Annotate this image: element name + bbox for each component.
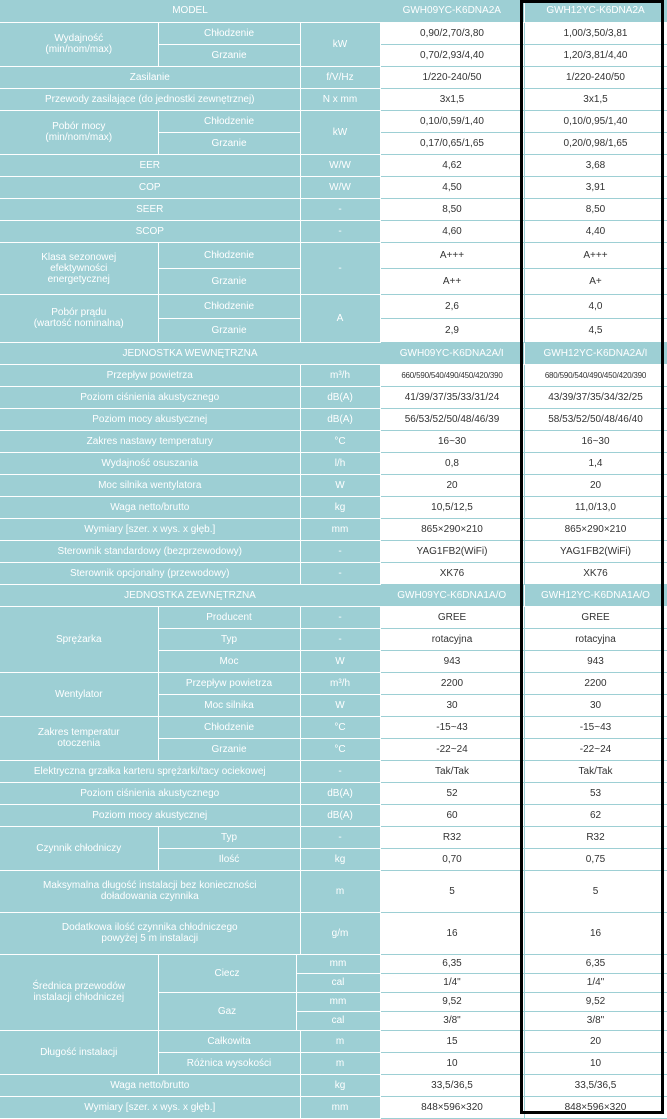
- value-cell: 3/8": [380, 1011, 524, 1030]
- table-row: [0, 496, 667, 518]
- table-row: [0, 430, 667, 452]
- value-cell: -22~24: [524, 738, 667, 760]
- value-cell: -15~43: [380, 716, 524, 738]
- value-cell: 41/39/37/35/33/31/24: [380, 386, 524, 408]
- section-header-cell: GWH09YC-K6DNA2A: [380, 0, 524, 22]
- unit-cell: g/m: [300, 912, 380, 954]
- label-cell: Grzanie: [158, 738, 300, 760]
- label-cell: Grzanie: [158, 132, 300, 154]
- label-cell: Grzanie: [158, 318, 300, 342]
- unit-cell: mm: [300, 1096, 380, 1118]
- value-cell: rotacyjna: [380, 628, 524, 650]
- value-cell: 1,20/3,81/4,40: [524, 44, 667, 66]
- value-cell: 660/590/540/490/450/420/390: [380, 364, 524, 386]
- table-row: [0, 88, 667, 110]
- value-cell: 16~30: [380, 430, 524, 452]
- label-cell: Chłodzenie: [158, 294, 300, 318]
- label-cell: Zasilanie: [0, 66, 300, 88]
- label-cell: EER: [0, 154, 300, 176]
- label-cell: Różnica wysokości: [158, 1052, 300, 1074]
- value-cell: 30: [380, 694, 524, 716]
- label-cell: Poziom ciśnienia akustycznego: [0, 782, 300, 804]
- unit-cell: A: [300, 294, 380, 342]
- unit-cell: mm: [300, 518, 380, 540]
- value-cell: A+++: [524, 242, 667, 268]
- table-row: [0, 606, 667, 628]
- value-cell: R32: [524, 826, 667, 848]
- unit-cell: W/W: [300, 176, 380, 198]
- table-row: [0, 782, 667, 804]
- table-row: [0, 1074, 667, 1096]
- value-cell: 2,9: [380, 318, 524, 342]
- unit-cell: °C: [300, 430, 380, 452]
- value-cell: 4,40: [524, 220, 667, 242]
- value-cell: 20: [380, 474, 524, 496]
- label-cell: Klasa sezonowej efektywności energetycznej: [0, 242, 158, 294]
- value-cell: 2,6: [380, 294, 524, 318]
- table-row: [0, 220, 667, 242]
- unit-cell: m: [300, 1052, 380, 1074]
- unit-cell: -: [300, 606, 380, 628]
- value-cell: R32: [380, 826, 524, 848]
- table-row: [0, 1030, 667, 1052]
- label-cell: Chłodzenie: [158, 716, 300, 738]
- value-cell: GREE: [524, 606, 667, 628]
- value-cell: 56/53/52/50/48/46/39: [380, 408, 524, 430]
- value-cell: XK76: [380, 562, 524, 584]
- label-cell: Elektryczna grzałka karteru sprężarki/tacy ociekowej: [0, 760, 300, 782]
- label-cell: Maksymalna długość instalacji bez konieczności doładowania czynnika: [0, 870, 300, 912]
- value-cell: 0,17/0,65/1,65: [380, 132, 524, 154]
- table-row: [0, 760, 667, 782]
- section-header-cell: JEDNOSTKA ZEWNĘTRZNA: [0, 584, 380, 606]
- label-cell: Waga netto/brutto: [0, 496, 300, 518]
- unit-cell: -: [300, 220, 380, 242]
- unit-cell: -: [300, 826, 380, 848]
- value-cell: 9,52: [524, 992, 667, 1011]
- value-cell: 16~30: [524, 430, 667, 452]
- section-header-cell: MODEL: [0, 0, 380, 22]
- value-cell: 15: [380, 1030, 524, 1052]
- unit-cell: -: [300, 540, 380, 562]
- unit-cell: W/W: [300, 154, 380, 176]
- value-cell: 58/53/52/50/48/46/40: [524, 408, 667, 430]
- label-cell: Moc: [158, 650, 300, 672]
- label-cell: Zakres temperatur otoczenia: [0, 716, 158, 760]
- label-cell: Grzanie: [158, 268, 300, 294]
- unit-cell: W: [300, 474, 380, 496]
- table-row: [0, 518, 667, 540]
- unit-cell: l/h: [300, 452, 380, 474]
- unit-cell: -: [300, 242, 380, 294]
- value-cell: -22~24: [380, 738, 524, 760]
- label-cell: SCOP: [0, 220, 300, 242]
- value-cell: 3,91: [524, 176, 667, 198]
- value-cell: 4,5: [524, 318, 667, 342]
- label-cell: Dodatkowa ilość czynnika chłodniczego powyżej 5 m instalacji: [0, 912, 300, 954]
- table-row: [0, 452, 667, 474]
- value-cell: 0,75: [524, 848, 667, 870]
- value-cell: 943: [524, 650, 667, 672]
- value-cell: 4,50: [380, 176, 524, 198]
- value-cell: 10,5/12,5: [380, 496, 524, 518]
- unit-cell: °C: [300, 738, 380, 760]
- table-row: [0, 154, 667, 176]
- unit-cell: cal: [296, 973, 380, 992]
- label-cell: Pobór prądu (wartość nominalna): [0, 294, 158, 342]
- unit-cell: m³/h: [300, 364, 380, 386]
- value-cell: 3x1,5: [380, 88, 524, 110]
- table-row: [0, 242, 667, 268]
- value-cell: 10: [524, 1052, 667, 1074]
- unit-cell: °C: [300, 716, 380, 738]
- unit-cell: kW: [300, 110, 380, 154]
- value-cell: 5: [380, 870, 524, 912]
- value-cell: 20: [524, 474, 667, 496]
- table-row: [0, 540, 667, 562]
- label-cell: Średnica przewodów instalacji chłodniczej: [0, 954, 158, 1030]
- label-cell: Zakres nastawy temperatury: [0, 430, 300, 452]
- table-row: [0, 342, 667, 364]
- table-row: [0, 716, 667, 738]
- value-cell: 848×596×320: [380, 1096, 524, 1118]
- value-cell: 1/4": [524, 973, 667, 992]
- value-cell: YAG1FB2(WiFi): [524, 540, 667, 562]
- section-header-cell: GWH09YC-K6DNA2A/I: [380, 342, 524, 364]
- table-row: [0, 22, 667, 44]
- table-row: [0, 912, 667, 954]
- value-cell: 0,10/0,95/1,40: [524, 110, 667, 132]
- value-cell: 10: [380, 1052, 524, 1074]
- value-cell: 680/590/540/490/450/420/390: [524, 364, 667, 386]
- value-cell: 3x1,5: [524, 88, 667, 110]
- label-cell: Wymiary [szer. x wys. x głęb.]: [0, 1096, 300, 1118]
- label-cell: Waga netto/brutto: [0, 1074, 300, 1096]
- value-cell: 1,00/3,50/3,81: [524, 22, 667, 44]
- unit-cell: m: [300, 1030, 380, 1052]
- value-cell: 33,5/36,5: [524, 1074, 667, 1096]
- label-cell: Moc silnika wentylatora: [0, 474, 300, 496]
- value-cell: Tak/Tak: [380, 760, 524, 782]
- value-cell: Tak/Tak: [524, 760, 667, 782]
- table-row: [0, 826, 667, 848]
- unit-cell: dB(A): [300, 386, 380, 408]
- label-cell: Chłodzenie: [158, 22, 300, 44]
- table-row: [0, 408, 667, 430]
- value-cell: 0,10/0,59/1,40: [380, 110, 524, 132]
- label-cell: Długość instalacji: [0, 1030, 158, 1074]
- unit-cell: dB(A): [300, 804, 380, 826]
- value-cell: 2200: [380, 672, 524, 694]
- table-row: [0, 474, 667, 496]
- value-cell: rotacyjna: [524, 628, 667, 650]
- table-row: [0, 66, 667, 88]
- value-cell: 1/4": [380, 973, 524, 992]
- label-cell: Wydajność osuszania: [0, 452, 300, 474]
- value-cell: 8,50: [380, 198, 524, 220]
- label-cell: Moc silnika: [158, 694, 300, 716]
- value-cell: 4,0: [524, 294, 667, 318]
- label-cell: Przepływ powietrza: [158, 672, 300, 694]
- table-row: [0, 198, 667, 220]
- unit-cell: -: [300, 198, 380, 220]
- unit-cell: kg: [300, 848, 380, 870]
- label-cell: Przepływ powietrza: [0, 364, 300, 386]
- table-row: [0, 870, 667, 912]
- table-row: [0, 176, 667, 198]
- label-cell: Pobór mocy (min/nom/max): [0, 110, 158, 154]
- label-cell: Ciecz: [158, 954, 296, 992]
- unit-cell: mm: [296, 992, 380, 1011]
- value-cell: 1/220-240/50: [380, 66, 524, 88]
- value-cell: 53: [524, 782, 667, 804]
- value-cell: 5: [524, 870, 667, 912]
- unit-cell: mm: [296, 954, 380, 973]
- label-cell: Gaz: [158, 992, 296, 1030]
- value-cell: 1/220-240/50: [524, 66, 667, 88]
- value-cell: 8,50: [524, 198, 667, 220]
- unit-cell: kW: [300, 22, 380, 66]
- table-row: [0, 954, 667, 973]
- value-cell: 30: [524, 694, 667, 716]
- value-cell: 0,90/2,70/3,80: [380, 22, 524, 44]
- table-row: [0, 1096, 667, 1118]
- label-cell: Wentylator: [0, 672, 158, 716]
- unit-cell: -: [300, 628, 380, 650]
- label-cell: Typ: [158, 826, 300, 848]
- value-cell: 6,35: [524, 954, 667, 973]
- unit-cell: dB(A): [300, 782, 380, 804]
- table-row: [0, 386, 667, 408]
- value-cell: 3/8": [524, 1011, 667, 1030]
- value-cell: 20: [524, 1030, 667, 1052]
- value-cell: 60: [380, 804, 524, 826]
- value-cell: 3,68: [524, 154, 667, 176]
- value-cell: 43/39/37/35/34/32/25: [524, 386, 667, 408]
- unit-cell: W: [300, 694, 380, 716]
- unit-cell: cal: [296, 1011, 380, 1030]
- unit-cell: m: [300, 870, 380, 912]
- section-header-cell: GWH12YC-K6DNA1A/O: [524, 584, 667, 606]
- value-cell: 16: [524, 912, 667, 954]
- value-cell: 1,4: [524, 452, 667, 474]
- value-cell: 865×290×210: [380, 518, 524, 540]
- label-cell: Poziom ciśnienia akustycznego: [0, 386, 300, 408]
- value-cell: A+++: [380, 242, 524, 268]
- unit-cell: m³/h: [300, 672, 380, 694]
- table-row: [0, 804, 667, 826]
- label-cell: Przewody zasilające (do jednostki zewnętrznej): [0, 88, 300, 110]
- label-cell: Chłodzenie: [158, 242, 300, 268]
- label-cell: Czynnik chłodniczy: [0, 826, 158, 870]
- section-header-cell: JEDNOSTKA WEWNĘTRZNA: [0, 342, 380, 364]
- value-cell: 0,70: [380, 848, 524, 870]
- table-row: [0, 584, 667, 606]
- value-cell: 16: [380, 912, 524, 954]
- unit-cell: kg: [300, 1074, 380, 1096]
- value-cell: XK76: [524, 562, 667, 584]
- table-row: [0, 110, 667, 132]
- label-cell: Poziom mocy akustycznej: [0, 408, 300, 430]
- value-cell: 52: [380, 782, 524, 804]
- unit-cell: -: [300, 562, 380, 584]
- table-row: [0, 672, 667, 694]
- label-cell: Producent: [158, 606, 300, 628]
- table-row: [0, 562, 667, 584]
- table-row: [0, 364, 667, 386]
- section-header-cell: GWH09YC-K6DNA1A/O: [380, 584, 524, 606]
- value-cell: 4,60: [380, 220, 524, 242]
- label-cell: Grzanie: [158, 44, 300, 66]
- label-cell: Sterownik standardowy (bezprzewodowy): [0, 540, 300, 562]
- unit-cell: W: [300, 650, 380, 672]
- value-cell: YAG1FB2(WiFi): [380, 540, 524, 562]
- table-row: [0, 0, 667, 22]
- value-cell: 33,5/36,5: [380, 1074, 524, 1096]
- label-cell: Ilość: [158, 848, 300, 870]
- value-cell: 9,52: [380, 992, 524, 1011]
- label-cell: Wydajność (min/nom/max): [0, 22, 158, 66]
- value-cell: GREE: [380, 606, 524, 628]
- value-cell: 0,20/0,98/1,65: [524, 132, 667, 154]
- value-cell: 848×596×320: [524, 1096, 667, 1118]
- label-cell: Sterownik opcjonalny (przewodowy): [0, 562, 300, 584]
- value-cell: A+: [524, 268, 667, 294]
- value-cell: 2200: [524, 672, 667, 694]
- label-cell: Chłodzenie: [158, 110, 300, 132]
- value-cell: 943: [380, 650, 524, 672]
- value-cell: 0,70/2,93/4,40: [380, 44, 524, 66]
- value-cell: 0,8: [380, 452, 524, 474]
- label-cell: Poziom mocy akustycznej: [0, 804, 300, 826]
- label-cell: Typ: [158, 628, 300, 650]
- unit-cell: -: [300, 760, 380, 782]
- value-cell: 4,62: [380, 154, 524, 176]
- value-cell: A++: [380, 268, 524, 294]
- value-cell: 62: [524, 804, 667, 826]
- unit-cell: N x mm: [300, 88, 380, 110]
- unit-cell: dB(A): [300, 408, 380, 430]
- section-header-cell: GWH12YC-K6DNA2A/I: [524, 342, 667, 364]
- unit-cell: f/V/Hz: [300, 66, 380, 88]
- label-cell: SEER: [0, 198, 300, 220]
- label-cell: Wymiary [szer. x wys. x głęb.]: [0, 518, 300, 540]
- label-cell: COP: [0, 176, 300, 198]
- label-cell: Sprężarka: [0, 606, 158, 672]
- table-row: [0, 294, 667, 318]
- value-cell: 6,35: [380, 954, 524, 973]
- value-cell: 11,0/13,0: [524, 496, 667, 518]
- label-cell: Całkowita: [158, 1030, 300, 1052]
- value-cell: -15~43: [524, 716, 667, 738]
- section-header-cell: GWH12YC-K6DNA2A: [524, 0, 667, 22]
- value-cell: 865×290×210: [524, 518, 667, 540]
- unit-cell: kg: [300, 496, 380, 518]
